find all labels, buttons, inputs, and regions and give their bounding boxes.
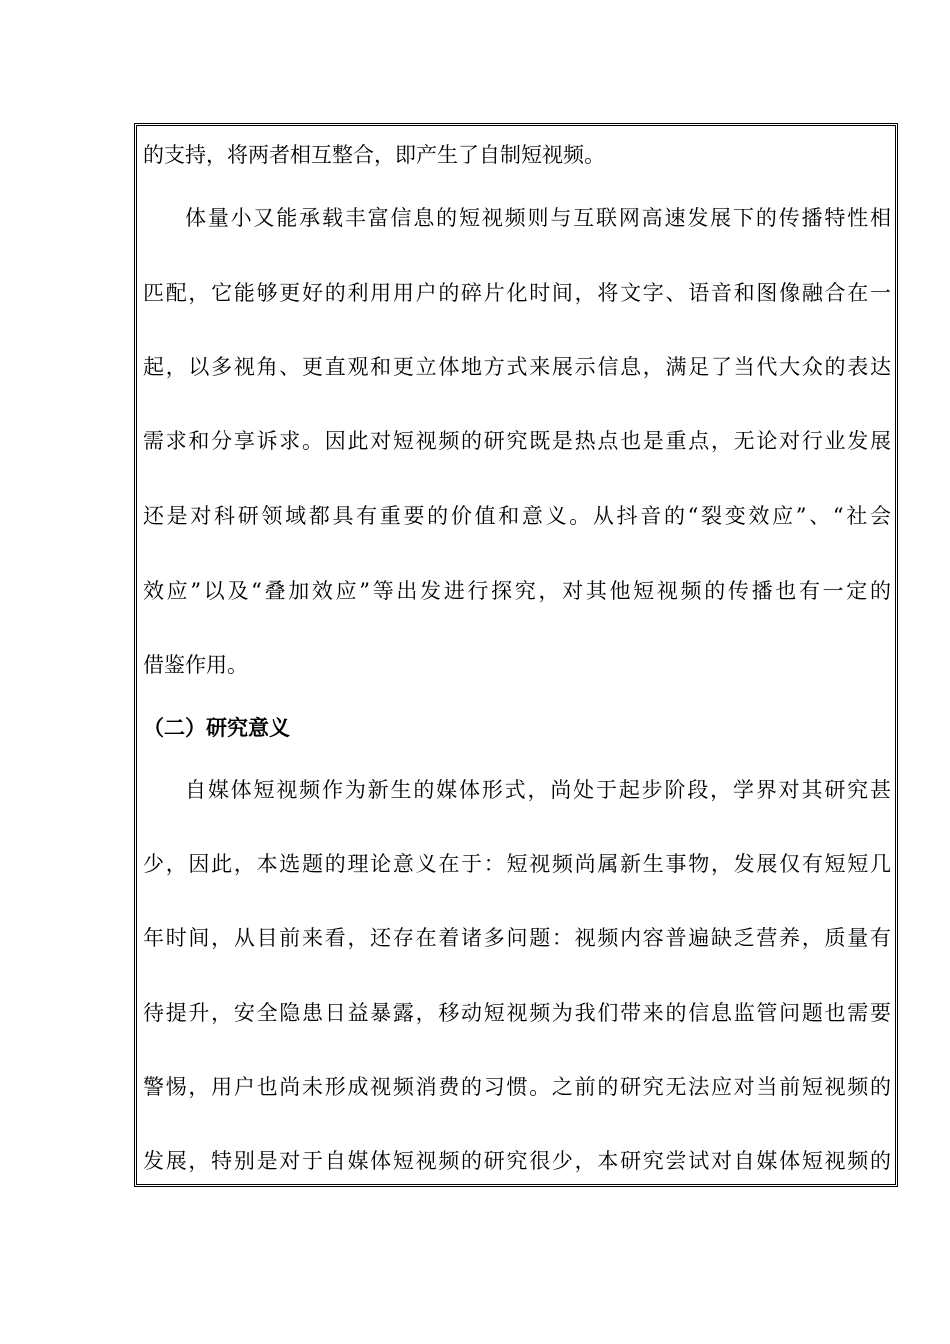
paragraph-line: 警惕，用户也尚未形成视频消费的习惯。之前的研究无法应对当前短视频的 (143, 1075, 891, 1099)
paragraph-line: 体量小又能承载丰富信息的短视频则与互联网高速发展下的传播特性相 (185, 206, 891, 230)
paragraph-line: 借鉴作用。 (143, 653, 248, 677)
paragraph-line: 发展，特别是对于自媒体短视频的研究很少，本研究尝试对自媒体短视频的 (143, 1149, 891, 1173)
paragraph-line: 起，以多视角、更直观和更立体地方式来展示信息，满足了当代大众的表达 (143, 355, 891, 379)
paragraph-line: 自媒体短视频作为新生的媒体形式，尚处于起步阶段，学界对其研究甚 (185, 778, 891, 802)
paragraph-line: 年时间，从目前来看，还存在着诸多问题：视频内容普遍缺乏营养，质量有 (143, 926, 891, 950)
paragraph-line: 的支持，将两者相互整合，即产生了自制短视频。 (143, 143, 605, 167)
paragraph-line: 效应”以及“叠加效应”等出发进行探究，对其他短视频的传播也有一定的 (143, 579, 891, 603)
paragraph-line: 匹配，它能够更好的利用用户的碎片化时间，将文字、语音和图像融合在一 (143, 281, 891, 305)
paragraph-line: 还是对科研领域都具有重要的价值和意义。从抖音的“裂变效应”、“社会 (143, 504, 891, 528)
section-heading: （二）研究意义 (143, 715, 290, 740)
paragraph-line: 需求和分享诉求。因此对短视频的研究既是热点也是重点，无论对行业发展 (143, 429, 891, 453)
paragraph-line: 待提升，安全隐患日益暴露，移动短视频为我们带来的信息监管问题也需要 (143, 1001, 891, 1025)
paragraph-line: 少，因此，本选题的理论意义在于：短视频尚属新生事物，发展仅有短短几 (143, 852, 891, 876)
